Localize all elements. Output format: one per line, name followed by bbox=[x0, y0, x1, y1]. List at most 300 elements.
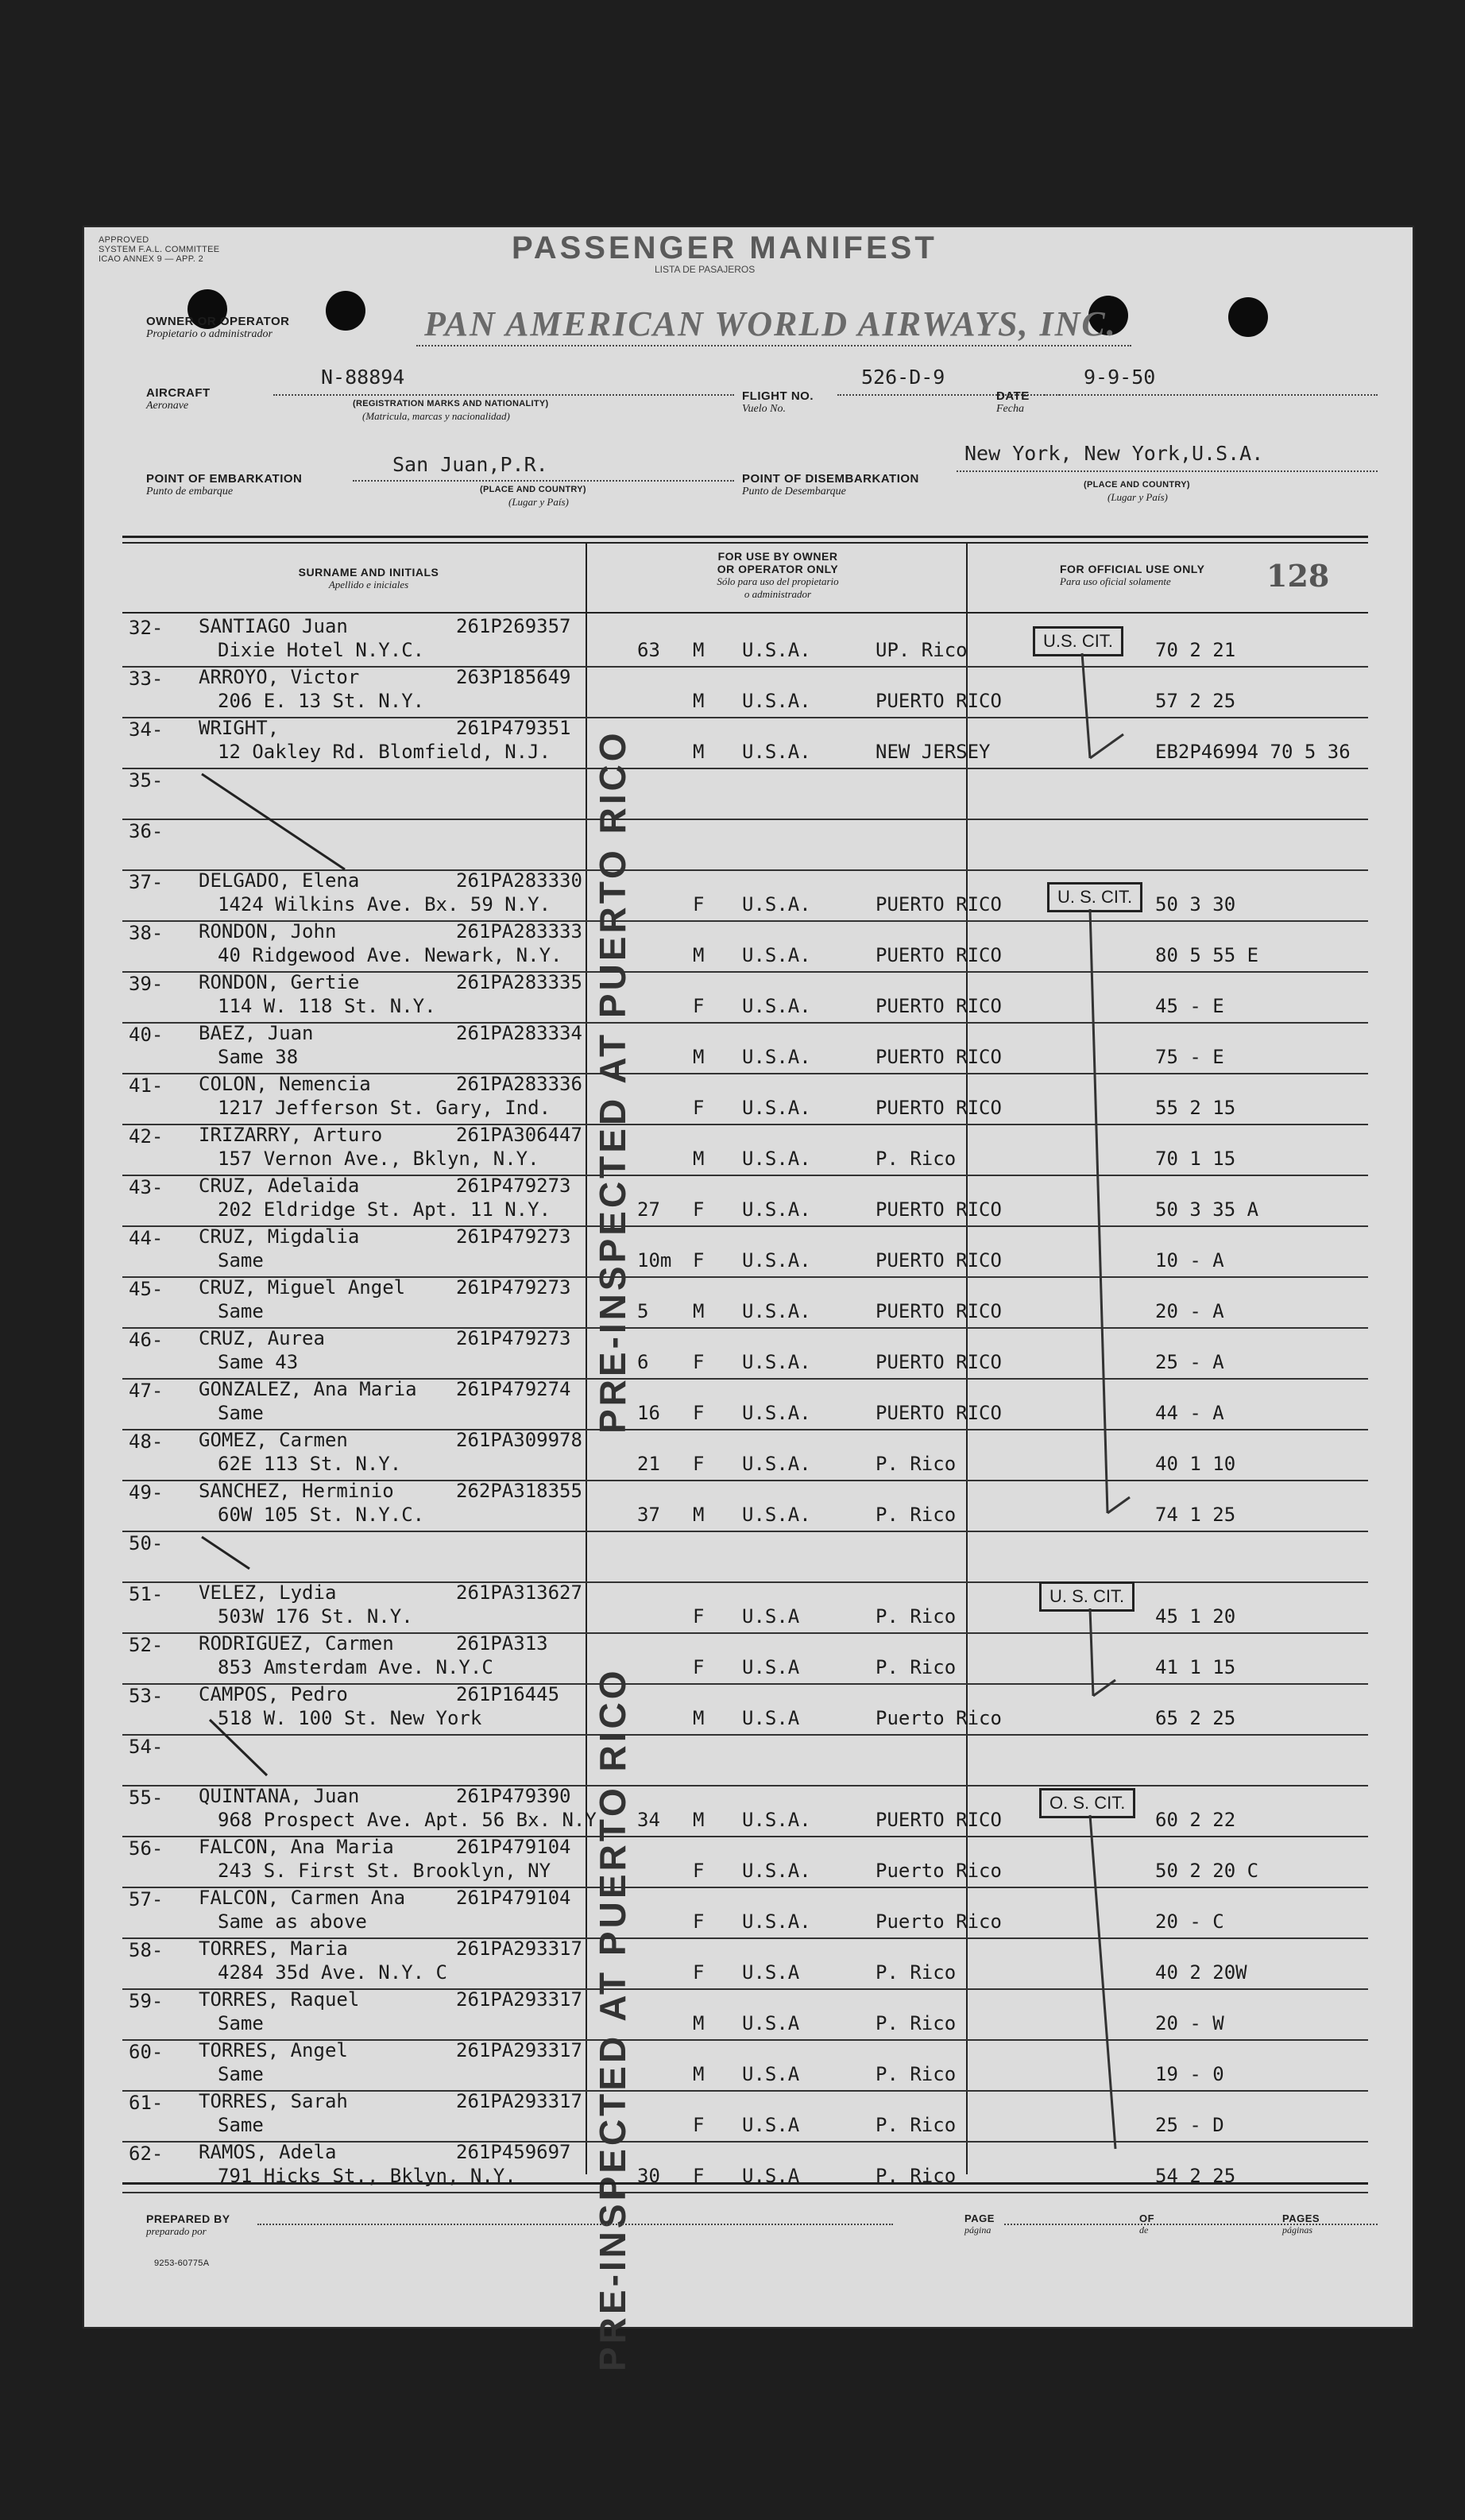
row-number: 39- bbox=[129, 973, 164, 995]
official-use-entry: 25 - D bbox=[1155, 2114, 1224, 2136]
passenger-sex: M bbox=[693, 1046, 705, 1068]
bracket-line bbox=[1090, 734, 1123, 758]
strike-line bbox=[210, 1720, 267, 1775]
passenger-address: Same bbox=[218, 2012, 264, 2034]
passenger-age: 63 bbox=[637, 639, 660, 661]
passenger-age: 6 bbox=[637, 1351, 649, 1373]
passenger-sex: F bbox=[693, 995, 705, 1017]
passenger-sex: F bbox=[693, 1351, 705, 1373]
passenger-address: Same bbox=[218, 2114, 264, 2136]
passenger-address: 114 W. 118 St. N.Y. bbox=[218, 995, 436, 1017]
passenger-address: 503W 176 St. N.Y. bbox=[218, 1605, 413, 1628]
row-number: 53- bbox=[129, 1685, 164, 1707]
bracket-line bbox=[1093, 1680, 1115, 1696]
passenger-origin: PUERTO RICO bbox=[876, 1351, 1002, 1373]
passenger-name: CRUZ, Aurea bbox=[199, 1327, 325, 1349]
row-number: 32- bbox=[129, 617, 164, 639]
passenger-age: 21 bbox=[637, 1453, 660, 1475]
passenger-address: 853 Amsterdam Ave. N.Y.C bbox=[218, 1656, 493, 1678]
passenger-name: SANCHEZ, Herminio bbox=[199, 1480, 394, 1502]
bracket-line bbox=[1090, 1608, 1093, 1696]
row-number: 45- bbox=[129, 1278, 164, 1300]
passenger-name: RODRIGUEZ, Carmen bbox=[199, 1632, 394, 1655]
aircraft-label-es: Aeronave bbox=[146, 400, 189, 412]
passenger-age: 34 bbox=[637, 1809, 660, 1831]
passenger-address: Same bbox=[218, 1249, 264, 1272]
passenger-name: RAMOS, Adela bbox=[199, 2141, 337, 2163]
passenger-name: FALCON, Carmen Ana bbox=[199, 1887, 406, 1909]
official-use-entry: 75 - E bbox=[1155, 1046, 1224, 1068]
passenger-nationality: U.S.A. bbox=[742, 1910, 811, 1933]
passenger-nationality: U.S.A. bbox=[742, 1351, 811, 1373]
us-cit-stamp: O. S. CIT. bbox=[1039, 1788, 1135, 1818]
passenger-sex: F bbox=[693, 1656, 705, 1678]
passenger-sex: F bbox=[693, 893, 705, 915]
official-use-entry: 80 5 55 E bbox=[1155, 944, 1259, 966]
page-label-block bbox=[964, 2212, 995, 2236]
passenger-nationality: U.S.A bbox=[742, 1961, 800, 1984]
row-number: 50- bbox=[129, 1532, 164, 1554]
bracket-line bbox=[1082, 653, 1090, 758]
passenger-name: DELGADO, Elena bbox=[199, 869, 360, 892]
passenger-nationality: U.S.A. bbox=[742, 1300, 811, 1322]
disembark-label-es: Punto de Desembarque bbox=[742, 486, 846, 497]
official-use-entry: 70 2 21 bbox=[1155, 639, 1236, 661]
aircraft-value: N-88894 bbox=[321, 366, 405, 389]
owner-use-line: FOR USE BY OWNER bbox=[717, 550, 838, 563]
row-number: 59- bbox=[129, 1990, 164, 2012]
prepared-by-block bbox=[146, 2212, 230, 2238]
passenger-name: QUINTANA, Juan bbox=[199, 1785, 360, 1807]
passenger-name: SANTIAGO Juan bbox=[199, 615, 348, 637]
passenger-name: RONDON, Gertie bbox=[199, 971, 360, 993]
official-use-entry: 65 2 25 bbox=[1155, 1707, 1236, 1729]
passenger-nationality: U.S.A. bbox=[742, 944, 811, 966]
passenger-nationality: U.S.A. bbox=[742, 1453, 811, 1475]
row-number: 47- bbox=[129, 1380, 164, 1402]
passenger-origin: UP. Rico bbox=[876, 639, 968, 661]
official-use-entry: 54 2 25 bbox=[1155, 2165, 1236, 2187]
passenger-address: Same 43 bbox=[218, 1351, 299, 1373]
pre-inspected-stamp: PRE-INSPECTED AT PUERTO RICO bbox=[592, 1667, 633, 2371]
passenger-nationality: U.S.A. bbox=[742, 1198, 811, 1221]
passport-number: 262PA318355 bbox=[456, 1480, 582, 1502]
passenger-address: 206 E. 13 St. N.Y. bbox=[218, 690, 425, 712]
passenger-origin: P. Rico bbox=[876, 2063, 957, 2085]
official-use-entry: 74 1 25 bbox=[1155, 1504, 1236, 1526]
row-number: 55- bbox=[129, 1786, 164, 1809]
owner-use-es: o administrador bbox=[744, 588, 812, 600]
passport-number: 261PA283336 bbox=[456, 1073, 582, 1095]
passenger-sex: F bbox=[693, 1249, 705, 1272]
row-number: 52- bbox=[129, 1634, 164, 1656]
prepared-label: PREPARED BY bbox=[146, 2212, 230, 2225]
passenger-nationality: U.S.A bbox=[742, 2165, 800, 2187]
passenger-nationality: U.S.A. bbox=[742, 893, 811, 915]
row-number: 42- bbox=[129, 1125, 164, 1148]
row-number: 41- bbox=[129, 1074, 164, 1097]
passport-number: 261P479274 bbox=[456, 1378, 571, 1400]
passenger-name: CRUZ, Miguel Angel bbox=[199, 1276, 406, 1299]
official-header-es: Para uso oficial solamente bbox=[1060, 575, 1171, 587]
owner-label: OWNER OR OPERATOR bbox=[146, 315, 290, 328]
passenger-nationality: U.S.A. bbox=[742, 639, 811, 661]
passenger-sex: M bbox=[693, 1148, 705, 1170]
passenger-address: 62E 113 St. N.Y. bbox=[218, 1453, 402, 1475]
passport-number: 261P479104 bbox=[456, 1887, 571, 1909]
official-header-label: FOR OFFICIAL USE ONLY bbox=[1060, 563, 1205, 575]
prepared-line bbox=[257, 2224, 893, 2225]
strike-line bbox=[202, 774, 345, 869]
official-use-entry: 50 3 35 A bbox=[1155, 1198, 1259, 1221]
passenger-address: 60W 105 St. N.Y.C. bbox=[218, 1504, 425, 1526]
row-number: 33- bbox=[129, 668, 164, 690]
bracket-line bbox=[1090, 1815, 1115, 2149]
passenger-address: 40 Ridgewood Ave. Newark, N.Y. bbox=[218, 944, 562, 966]
passenger-origin: PUERTO RICO bbox=[876, 690, 1002, 712]
approval-line: ICAO ANNEX 9 — APP. 2 bbox=[99, 254, 204, 264]
passenger-origin: P. Rico bbox=[876, 1504, 957, 1526]
official-use-entry: 50 2 20 C bbox=[1155, 1860, 1259, 1882]
passport-number: 261P479273 bbox=[456, 1276, 571, 1299]
passenger-address: Same bbox=[218, 2063, 264, 2085]
passenger-origin: P. Rico bbox=[876, 1961, 957, 1984]
passenger-sex: M bbox=[693, 944, 705, 966]
passport-number: 261PA283335 bbox=[456, 971, 582, 993]
passenger-nationality: U.S.A. bbox=[742, 741, 811, 763]
embark-note-es: (Lugar y País) bbox=[508, 496, 569, 508]
bracket-line bbox=[1107, 1497, 1130, 1513]
passenger-sex: F bbox=[693, 1097, 705, 1119]
passenger-name: CRUZ, Adelaida bbox=[199, 1175, 360, 1197]
passenger-sex: M bbox=[693, 2063, 705, 2085]
row-number: 37- bbox=[129, 871, 164, 893]
passenger-origin: Puerto Rico bbox=[876, 1860, 1002, 1882]
passenger-name: COLON, Nemencia bbox=[199, 1073, 371, 1095]
row-number: 49- bbox=[129, 1481, 164, 1504]
passenger-nationality: U.S.A bbox=[742, 1605, 800, 1628]
date-label-es: Fecha bbox=[996, 403, 1024, 415]
official-use-entry: 20 - A bbox=[1155, 1300, 1224, 1322]
passenger-origin: P. Rico bbox=[876, 1453, 957, 1475]
passenger-sex: F bbox=[693, 1402, 705, 1424]
official-use-entry: 45 1 20 bbox=[1155, 1605, 1236, 1628]
passenger-origin: PUERTO RICO bbox=[876, 1300, 1002, 1322]
pre-inspected-stamp: PRE-INSPECTED AT PUERTO RICO bbox=[592, 730, 633, 1434]
passenger-name: BAEZ, Juan bbox=[199, 1022, 314, 1044]
aircraft-label: AIRCRAFT bbox=[146, 386, 211, 400]
form-number: 9253-60775A bbox=[154, 2259, 210, 2268]
row-number: 40- bbox=[129, 1024, 164, 1046]
us-cit-stamp: U. S. CIT. bbox=[1039, 1581, 1135, 1612]
passenger-name: VELEZ, Lydia bbox=[199, 1581, 337, 1604]
row-number: 57- bbox=[129, 1888, 164, 1910]
strike-line bbox=[202, 1537, 249, 1569]
passport-number: 261PA293317 bbox=[456, 1937, 582, 1960]
page-label-es: página bbox=[964, 2224, 991, 2235]
row-number: 60- bbox=[129, 2041, 164, 2063]
passenger-nationality: U.S.A bbox=[742, 1707, 800, 1729]
passenger-origin: PUERTO RICO bbox=[876, 1249, 1002, 1272]
official-use-entry: 19 - 0 bbox=[1155, 2063, 1224, 2085]
prepared-label-es: preparado por bbox=[146, 2225, 207, 2237]
passenger-address: 791 Hicks St., Bklyn, N.Y. bbox=[218, 2165, 516, 2187]
passenger-origin: PUERTO RICO bbox=[876, 1402, 1002, 1424]
official-use-entry: 20 - C bbox=[1155, 1910, 1224, 1933]
passenger-origin: Puerto Rico bbox=[876, 1910, 1002, 1933]
official-use-entry: 44 - A bbox=[1155, 1402, 1224, 1424]
official-use-entry: 60 2 22 bbox=[1155, 1809, 1236, 1831]
passenger-origin: Puerto Rico bbox=[876, 1707, 1002, 1729]
row-number: 35- bbox=[129, 769, 164, 792]
disembark-value: New York, New York,U.S.A. bbox=[964, 442, 1264, 465]
passenger-origin: PUERTO RICO bbox=[876, 995, 1002, 1017]
official-use-entry: 20 - W bbox=[1155, 2012, 1224, 2034]
passenger-name: GOMEZ, Carmen bbox=[199, 1429, 348, 1451]
row-number: 54- bbox=[129, 1736, 164, 1758]
passport-number: 261PA309978 bbox=[456, 1429, 582, 1451]
row-number: 44- bbox=[129, 1227, 164, 1249]
row-number: 56- bbox=[129, 1837, 164, 1860]
flight-value: 526-D-9 bbox=[861, 366, 945, 389]
owner-use-line: OR OPERATOR ONLY bbox=[717, 563, 839, 575]
passenger-sex: M bbox=[693, 1300, 705, 1322]
page-label: PAGE bbox=[964, 2212, 995, 2224]
passenger-origin: PUERTO RICO bbox=[876, 1046, 1002, 1068]
passenger-address: 157 Vernon Ave., Bklyn, N.Y. bbox=[218, 1148, 539, 1170]
official-use-entry: 70 1 15 bbox=[1155, 1148, 1236, 1170]
passenger-address: Dixie Hotel N.Y.C. bbox=[218, 639, 425, 661]
disembark-label: POINT OF DISEMBARKATION bbox=[742, 472, 919, 486]
passport-number: 261PA283334 bbox=[456, 1022, 582, 1044]
page-line bbox=[1004, 2224, 1378, 2225]
passenger-sex: M bbox=[693, 690, 705, 712]
passenger-age: 5 bbox=[637, 1300, 649, 1322]
aircraft-note-es: (Matricula, marcas y nacionalidad) bbox=[362, 410, 510, 422]
passenger-name: TORRES, Angel bbox=[199, 2039, 348, 2061]
passport-number: 261P479351 bbox=[456, 717, 571, 739]
passenger-origin: NEW JERSEY bbox=[876, 741, 991, 763]
passenger-origin: P. Rico bbox=[876, 2012, 957, 2034]
row-number: 36- bbox=[129, 820, 164, 842]
disembark-note-es: (Lugar y País) bbox=[1107, 491, 1168, 503]
passenger-sex: F bbox=[693, 1860, 705, 1882]
passenger-address: 968 Prospect Ave. Apt. 56 Bx. N.Y. bbox=[218, 1809, 609, 1831]
passenger-address: 518 W. 100 St. New York bbox=[218, 1707, 482, 1729]
official-use-entry: 10 - A bbox=[1155, 1249, 1224, 1272]
annotation-marks bbox=[83, 226, 1414, 2328]
passport-number: 261P479273 bbox=[456, 1225, 571, 1248]
passenger-origin: P. Rico bbox=[876, 2165, 957, 2187]
passenger-name: TORRES, Raquel bbox=[199, 1988, 360, 2011]
passenger-sex: F bbox=[693, 1961, 705, 1984]
passenger-sex: M bbox=[693, 1809, 705, 1831]
owner-use-es: Sólo para uso del propietario bbox=[717, 575, 839, 587]
footer-rule bbox=[122, 2182, 1368, 2185]
passenger-sex: F bbox=[693, 1198, 705, 1221]
embark-note: (PLACE AND COUNTRY) bbox=[480, 485, 586, 494]
form-subtitle: LISTA DE PASAJEROS bbox=[655, 264, 756, 275]
row-number: 48- bbox=[129, 1430, 164, 1453]
disembark-note: (PLACE AND COUNTRY) bbox=[1084, 480, 1190, 490]
passenger-name: ARROYO, Victor bbox=[199, 666, 360, 688]
passenger-sex: M bbox=[693, 2012, 705, 2034]
passport-number: 261PA283333 bbox=[456, 920, 582, 943]
passenger-nationality: U.S.A. bbox=[742, 1148, 811, 1170]
passport-number: 261P269357 bbox=[456, 615, 571, 637]
passport-number: 261P479273 bbox=[456, 1327, 571, 1349]
passenger-origin: P. Rico bbox=[876, 1148, 957, 1170]
passport-number: 261PA293317 bbox=[456, 2039, 582, 2061]
official-use-entry: 25 - A bbox=[1155, 1351, 1224, 1373]
official-use-entry: 55 2 15 bbox=[1155, 1097, 1236, 1119]
passenger-address: Same bbox=[218, 1402, 264, 1424]
passenger-nationality: U.S.A. bbox=[742, 1249, 811, 1272]
date-label: DATE bbox=[996, 389, 1030, 403]
row-number: 34- bbox=[129, 718, 164, 741]
official-use-entry: 57 2 25 bbox=[1155, 690, 1236, 712]
passenger-age: 10m bbox=[637, 1249, 672, 1272]
passenger-age: 37 bbox=[637, 1504, 660, 1526]
passenger-address: 12 Oakley Rd. Blomfield, N.J. bbox=[218, 741, 551, 763]
form-title: PASSENGER MANIFEST bbox=[512, 230, 937, 265]
passport-number: 261PA313 bbox=[456, 1632, 548, 1655]
passenger-address: 4284 35d Ave. N.Y. C bbox=[218, 1961, 447, 1984]
passenger-origin: P. Rico bbox=[876, 1605, 957, 1628]
passenger-age: 27 bbox=[637, 1198, 660, 1221]
passenger-address: 1217 Jefferson St. Gary, Ind. bbox=[218, 1097, 551, 1119]
passport-number: 261P479104 bbox=[456, 1836, 571, 1858]
passenger-nationality: U.S.A. bbox=[742, 690, 811, 712]
passenger-sex: M bbox=[693, 639, 705, 661]
passport-number: 261PA293317 bbox=[456, 2090, 582, 2112]
surname-header-es: Apellido e iniciales bbox=[328, 579, 409, 590]
passenger-address: Same 38 bbox=[218, 1046, 299, 1068]
row-number: 38- bbox=[129, 922, 164, 944]
passenger-name: GONZALEZ, Ana Maria bbox=[199, 1378, 417, 1400]
official-use-entry: 40 2 20W bbox=[1155, 1961, 1247, 1984]
passenger-address: Same bbox=[218, 1300, 264, 1322]
passenger-origin: PUERTO RICO bbox=[876, 1809, 1002, 1831]
page-stamp-number: 128 bbox=[1266, 558, 1330, 594]
passenger-address: 202 Eldridge St. Apt. 11 N.Y. bbox=[218, 1198, 551, 1221]
of-label-es: de bbox=[1139, 2224, 1149, 2235]
passport-number: 261PA306447 bbox=[456, 1124, 582, 1146]
embark-label-es: Punto de embarque bbox=[146, 486, 234, 497]
passenger-nationality: U.S.A. bbox=[742, 1504, 811, 1526]
flight-label-es: Vuelo No. bbox=[742, 403, 786, 415]
passenger-name: TORRES, Sarah bbox=[199, 2090, 348, 2112]
passenger-age: 16 bbox=[637, 1402, 660, 1424]
passenger-origin: PUERTO RICO bbox=[876, 944, 1002, 966]
passenger-name: RONDON, John bbox=[199, 920, 337, 943]
embark-label: POINT OF EMBARKATION bbox=[146, 472, 303, 486]
surname-header-label: SURNAME AND INITIALS bbox=[298, 566, 439, 579]
airline-name: PAN AMERICAN WORLD AIRWAYS, INC. bbox=[424, 304, 1117, 343]
passenger-origin: P. Rico bbox=[876, 2114, 957, 2136]
passenger-origin: PUERTO RICO bbox=[876, 1097, 1002, 1119]
passport-number: 261P16445 bbox=[456, 1683, 560, 1705]
passport-number: 261P479390 bbox=[456, 1785, 571, 1807]
passenger-sex: F bbox=[693, 1453, 705, 1475]
passenger-nationality: U.S.A. bbox=[742, 995, 811, 1017]
passenger-sex: M bbox=[693, 1707, 705, 1729]
row-number: 58- bbox=[129, 1939, 164, 1961]
official-use-entry: EB2P46994 70 5 36 bbox=[1155, 741, 1351, 763]
us-cit-stamp: U.S. CIT. bbox=[1033, 626, 1123, 656]
passenger-name: CRUZ, Migdalia bbox=[199, 1225, 360, 1248]
passenger-name: IRIZARRY, Arturo bbox=[199, 1124, 383, 1146]
embark-value: San Juan,P.R. bbox=[392, 453, 548, 476]
passenger-name: WRIGHT, bbox=[199, 717, 280, 739]
passenger-origin: PUERTO RICO bbox=[876, 1198, 1002, 1221]
passenger-sex: F bbox=[693, 1605, 705, 1628]
passenger-nationality: U.S.A. bbox=[742, 1097, 811, 1119]
passenger-nationality: U.S.A. bbox=[742, 1402, 811, 1424]
passenger-address: Same as above bbox=[218, 1910, 367, 1933]
of-label: OF bbox=[1139, 2212, 1155, 2224]
flight-label: FLIGHT NO. bbox=[742, 389, 814, 403]
passenger-address: 243 S. First St. Brooklyn, NY bbox=[218, 1860, 551, 1882]
passenger-name: TORRES, Maria bbox=[199, 1937, 348, 1960]
bracket-line bbox=[1090, 909, 1107, 1513]
us-cit-stamp: U. S. CIT. bbox=[1047, 882, 1142, 912]
passport-number: 263P185649 bbox=[456, 666, 571, 688]
row-number: 46- bbox=[129, 1329, 164, 1351]
official-use-entry: 40 1 10 bbox=[1155, 1453, 1236, 1475]
approval-line: APPROVED bbox=[99, 235, 149, 245]
passenger-name: FALCON, Ana Maria bbox=[199, 1836, 394, 1858]
owner-label-es: Propietario o administrador bbox=[146, 328, 273, 340]
passenger-nationality: U.S.A bbox=[742, 1656, 800, 1678]
approval-line: SYSTEM F.A.L. COMMITTEE bbox=[99, 245, 220, 254]
passenger-age: 30 bbox=[637, 2165, 660, 2187]
official-use-entry: 41 1 15 bbox=[1155, 1656, 1236, 1678]
passport-number: 261PA283330 bbox=[456, 869, 582, 892]
official-use-entry: 50 3 30 bbox=[1155, 893, 1236, 915]
row-number: 61- bbox=[129, 2092, 164, 2114]
passenger-nationality: U.S.A bbox=[742, 2114, 800, 2136]
passenger-sex: M bbox=[693, 1504, 705, 1526]
passenger-sex: F bbox=[693, 1910, 705, 1933]
pages-label-es: páginas bbox=[1282, 2224, 1313, 2235]
date-value: 9-9-50 bbox=[1084, 366, 1156, 389]
passport-number: 261P479273 bbox=[456, 1175, 571, 1197]
passenger-name: CAMPOS, Pedro bbox=[199, 1683, 348, 1705]
passenger-sex: M bbox=[693, 741, 705, 763]
passenger-sex: F bbox=[693, 2165, 705, 2187]
passenger-origin: PUERTO RICO bbox=[876, 893, 1002, 915]
passenger-sex: F bbox=[693, 2114, 705, 2136]
pages-label: PAGES bbox=[1282, 2212, 1320, 2224]
passenger-nationality: U.S.A bbox=[742, 2012, 800, 2034]
passport-number: 261PA293317 bbox=[456, 1988, 582, 2011]
manifest-sheet bbox=[83, 226, 1414, 2371]
passenger-nationality: U.S.A. bbox=[742, 1809, 811, 1831]
passenger-nationality: U.S.A. bbox=[742, 1046, 811, 1068]
passenger-address: 1424 Wilkins Ave. Bx. 59 N.Y. bbox=[218, 893, 551, 915]
row-number: 43- bbox=[129, 1176, 164, 1198]
row-number: 62- bbox=[129, 2143, 164, 2165]
passenger-origin: P. Rico bbox=[876, 1656, 957, 1678]
passenger-nationality: U.S.A bbox=[742, 2063, 800, 2085]
official-use-entry: 45 - E bbox=[1155, 995, 1224, 1017]
passport-number: 261PA313627 bbox=[456, 1581, 582, 1604]
aircraft-note: (REGISTRATION MARKS AND NATIONALITY) bbox=[353, 399, 549, 408]
passenger-nationality: U.S.A. bbox=[742, 1860, 811, 1882]
row-number: 51- bbox=[129, 1583, 164, 1605]
passport-number: 261P459697 bbox=[456, 2141, 571, 2163]
